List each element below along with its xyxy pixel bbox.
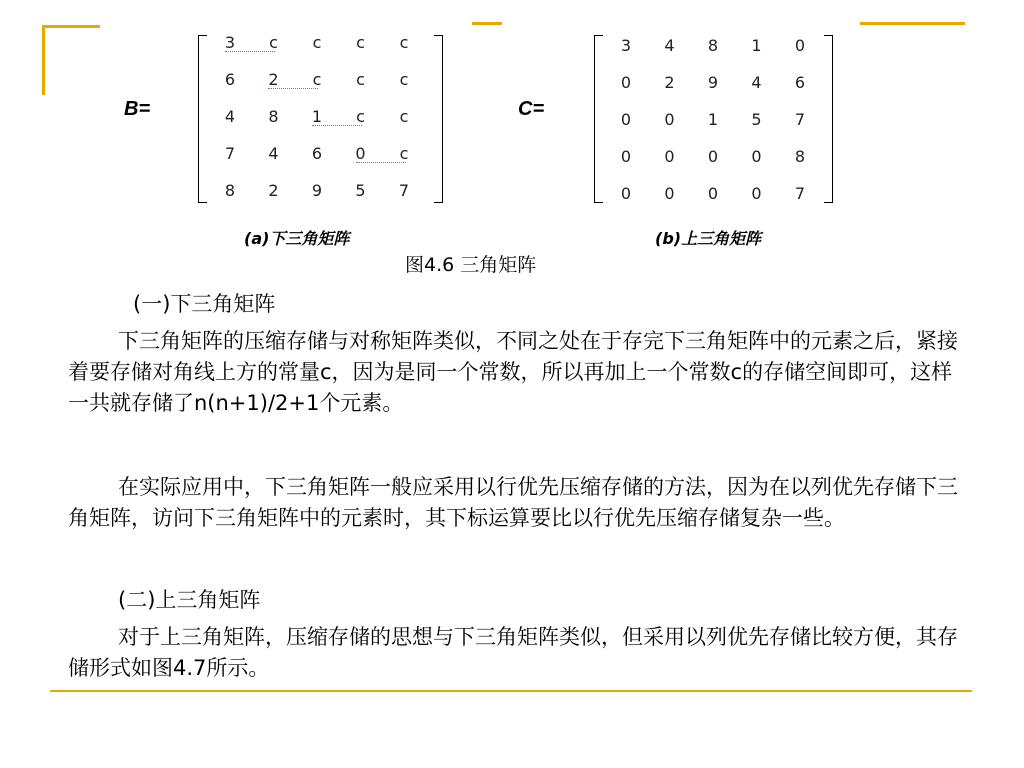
- matrix-b-cell: 7: [398, 181, 410, 200]
- matrix-c-cell: 0: [751, 147, 762, 166]
- matrix-c-cell: 0: [794, 36, 806, 55]
- matrix-b-caption: (a)下三角矩阵: [244, 229, 350, 248]
- section-2-heading: (二)上三角矩阵: [118, 588, 261, 612]
- matrix-c-cell: 7: [794, 110, 806, 129]
- section-1-body-2: [68, 472, 973, 534]
- corner-decoration-vertical: [42, 25, 45, 95]
- diagonal-dotted-line: [312, 125, 362, 126]
- matrix-c-cell: 6: [794, 73, 806, 92]
- matrix-c-caption: (b)上三角矩阵: [655, 229, 762, 248]
- matrix-b-cell: c: [356, 70, 365, 89]
- section-2-body: [68, 622, 973, 684]
- matrix-c-cell: 8: [794, 147, 806, 166]
- matrix-b-cell: c: [356, 107, 365, 126]
- matrix-b-cell: c: [399, 144, 409, 163]
- section-1-body: [68, 326, 973, 419]
- matrix-c-cell: 0: [707, 147, 719, 166]
- matrix-c-cell: 0: [620, 110, 632, 129]
- matrix-c-cell: 9: [707, 73, 719, 92]
- matrix-c-cell: 0: [664, 110, 675, 129]
- matrix-b-cell: c: [356, 33, 365, 52]
- matrix-c-cell: 5: [751, 110, 762, 129]
- diagonal-dotted-line: [356, 162, 406, 163]
- matrix-b-cell: c: [312, 33, 322, 52]
- matrix-c-cell: 0: [620, 73, 632, 92]
- matrix-b-cell: 1: [311, 107, 323, 126]
- top-decoration-mid: [472, 22, 502, 25]
- matrix-b-cell: 6: [224, 70, 236, 89]
- matrix-b-cell: c: [312, 70, 322, 89]
- paragraph: 下三角矩阵的压缩存储与对称矩阵类似，不同之处在于存完下三角矩阵中的元素之后，紧接着要存储对角线上方的常量c，因为是同一个常数，所以再加上一个常数c的存储空间即可，这样一共就存储了n(n+1)/2+1个元素。: [68, 329, 958, 415]
- diagonal-dotted-line: [225, 51, 275, 52]
- matrix-c-cell: 0: [620, 147, 632, 166]
- matrix-b-cell: 5: [355, 181, 366, 200]
- matrix-c-cell: 0: [664, 184, 675, 203]
- diagonal-dotted-line: [268, 88, 318, 89]
- matrix-c-cell: 7: [794, 184, 806, 203]
- matrix-b-cell: 2: [268, 181, 279, 200]
- matrix-c-cell: 4: [664, 36, 675, 55]
- paragraph: 对于上三角矩阵，压缩存储的思想与下三角矩阵类似，但采用以列优先存储比较方便，其存储形式如图4.7所示。: [68, 625, 958, 680]
- matrix-c-cell: 2: [664, 73, 675, 92]
- matrix-b-left-bracket: [198, 35, 207, 203]
- top-decoration-right: [860, 22, 965, 25]
- matrix-c-cell: 1: [751, 36, 762, 55]
- matrix-b-cell: c: [399, 107, 409, 126]
- matrix-c-cell: 0: [620, 184, 632, 203]
- matrix-b-cell: 0: [355, 144, 366, 163]
- matrix-c-cell: 0: [751, 184, 762, 203]
- matrix-c-left-bracket: [594, 35, 603, 203]
- matrix-b-cell: 4: [268, 144, 279, 163]
- matrix-b-cell: c: [269, 33, 278, 52]
- matrix-b-cell: 4: [224, 107, 236, 126]
- matrix-b-cell: 6: [311, 144, 323, 163]
- figure-title: 图4.6 三角矩阵: [405, 254, 537, 276]
- bottom-rule: [50, 690, 972, 692]
- matrix-c-cell: 4: [751, 73, 762, 92]
- matrix-b-right-bracket: [434, 35, 443, 203]
- matrix-b-cell: 7: [224, 144, 236, 163]
- matrix-c-cell: 1: [707, 110, 719, 129]
- matrix-b-cell: 3: [224, 33, 236, 52]
- matrix-b-cell: 9: [311, 181, 323, 200]
- matrix-c-cell: 0: [664, 147, 675, 166]
- section-1-heading: (一)下三角矩阵: [133, 292, 276, 316]
- matrix-b-cell: c: [399, 33, 409, 52]
- matrix-b-label: B=: [124, 98, 151, 120]
- matrix-b-cell: 8: [268, 107, 279, 126]
- matrix-c-cell: 3: [620, 36, 632, 55]
- matrix-b-cell: 2: [268, 70, 279, 89]
- paragraph: 在实际应用中，下三角矩阵一般应采用以行优先压缩存储的方法，因为在以列优先存储下三角矩阵，访问下三角矩阵中的元素时，其下标运算要比以行优先压缩存储复杂一些。: [68, 475, 958, 530]
- matrix-c-label: C=: [518, 98, 545, 120]
- matrix-c-cell: 8: [707, 36, 719, 55]
- matrix-c-cell: 0: [707, 184, 719, 203]
- matrix-b-cell: c: [399, 70, 409, 89]
- matrix-c-right-bracket: [824, 35, 833, 203]
- corner-decoration-horizontal: [42, 25, 100, 28]
- matrix-b-cell: 8: [224, 181, 236, 200]
